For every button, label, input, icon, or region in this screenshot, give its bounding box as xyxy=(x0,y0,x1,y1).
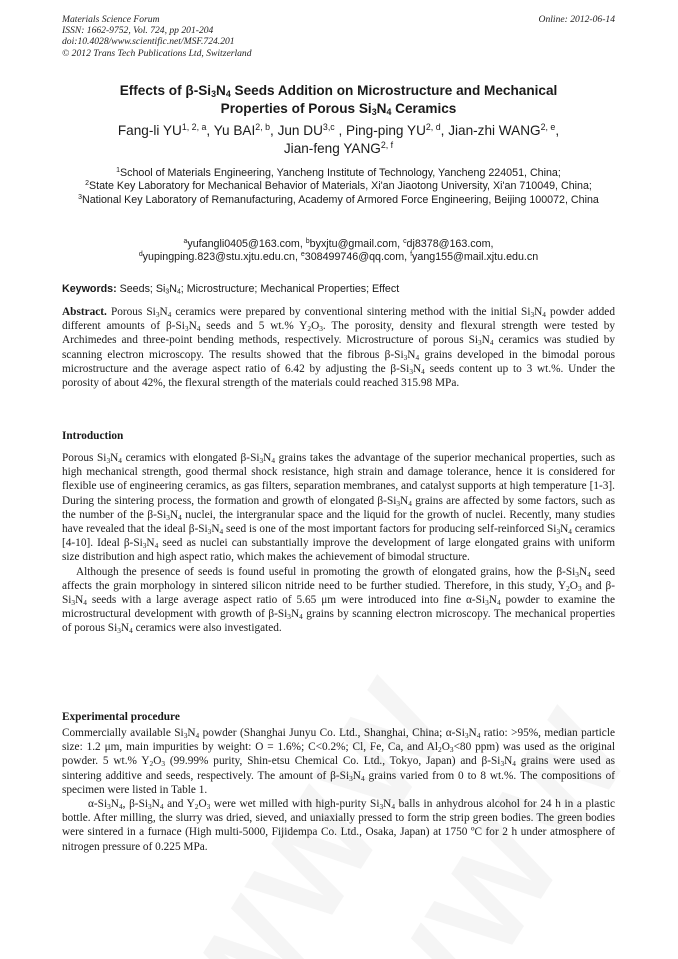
section-heading-introduction: Introduction xyxy=(62,430,124,442)
email[interactable]: $^f$yang155@mail.xjtu.edu.cn xyxy=(410,251,539,264)
author: Fang-li YU$^{1, 2, a}$, xyxy=(117,122,214,138)
email-list: $^a$yufangli0405@163.com, $^b$byxjtu@gmail.com, $^c$dj8378@163.com, $^d$yupingping.823@stu.xjtu.edu.cn, $^e$308499746@qq.com, $^f$yang155@mail.xjtu.edu.cn xyxy=(138,238,539,264)
email[interactable]: $^e$308499746@qq.com xyxy=(300,251,405,264)
author-list xyxy=(62,122,615,158)
copyright: © 2012 Trans Tech Publications Ltd, Switzerland xyxy=(62,47,252,59)
journal-header xyxy=(62,14,615,59)
author: Jian-zhi WANG$^{2, e}$, xyxy=(448,122,560,138)
abstract: Abstract. Porous $Si_3N_4$ ceramics were prepared by conventional sintering method with the initial $Si_3N_4$ powder added different amounts of $\beta-Si_3N_4$ seeds and 5 wt.% $Y_2O_3$. The porosity, density and flexural strength were tested by Archimedes and three-point bending methods, respectively. Microstructure of porous $Si_3N_4$ ceramics was studied by scanning electron microscopy. The results showed that the fibrous $\beta-Si_3N_4$ grains developed in the bimodal porous microstructure and the average aspect ratio of 6.42 by adjusting the $\beta-Si_3N_4$ seeds content up to 3 wt.%. Under the porosity of about 42%, the flexural strength of the materials could reached 315.98 MPa. xyxy=(62,306,616,390)
title-line-2: Properties of Porous $Si_3N_4$ Ceramics xyxy=(220,100,457,117)
section-heading-experimental: Experimental procedure xyxy=(62,711,180,723)
keywords-label: Keywords: xyxy=(62,283,117,295)
doi: doi:10.4028/www.scientific.net/MSF.724.201 xyxy=(62,36,235,48)
journal-name: Materials Science Forum xyxy=(62,14,160,25)
keywords: Keywords: Seeds; $Si_3N_4$; Microstructure; Mechanical Properties; Effect xyxy=(62,283,400,296)
email[interactable]: $^b$byxjtu@gmail.com xyxy=(305,238,398,250)
affiliation: $^2$State Key Laboratory for Mechanical Behavior of Materials, Xi'an Jiaotong University, Xi'an 710049, China; xyxy=(85,180,592,193)
email[interactable]: $^d$yupingping.823@stu.xjtu.edu.cn xyxy=(138,251,295,264)
affiliation: $^1$School of Materials Engineering, Yancheng Institute of Technology, Yancheng 224051, China; xyxy=(116,167,561,179)
author: Jun DU$^{3,c}$ , xyxy=(277,122,347,138)
author: Jian-feng YANG$^{2, f}$ xyxy=(283,140,394,156)
title-line-1: Effects of $\beta-Si_3N_4$ Seeds Addition on Microstructure and Mechanical xyxy=(119,83,558,100)
email[interactable]: $^c$dj8378@163.com xyxy=(403,238,491,250)
paper-title xyxy=(62,82,615,117)
affiliations xyxy=(62,167,615,207)
email[interactable]: $^a$yufangli0405@163.com xyxy=(183,238,300,250)
author: Yu BAI$^{2, b}$, xyxy=(213,122,278,138)
experimental-text: Commercially available $Si_3N_4$ powder (Shanghai Junyu Co. Ltd., Shanghai, China; $\alpha-Si_3N_4$ ratio: >95%, median particle size: 1.2 μm, main impurities by weight: O = 1.6%; C<0.2%; Cl, Fe, Ca, and $Al_2O_3<80$ ppm) was used as the original powder. 5 wt.% $Y_2O_3$ (99.99% purity, Shin-etsu Chemical Co. Ltd., Tokyo, Japan) and $\beta-Si_3N_4$ grains were used as sintering additive and seeds, respectively. The amount of $\beta-Si_3N_4$ grains varied from 0 to 8 wt.%. The compositions of specimen were listed in Table 1. $\alpha-Si_3N_4$, $\beta-Si_3N_4$ and $Y_2O_3$ were wet milled with high-purity $Si_3N_4$ balls in anhydrous alcohol for 24 h in a plastic bottle. After milling, the slurry was dried, sieved, and uniaxially pressed to form the strip green bodies. The green bodies were sintered in a furnace (High multi-5000, Fijidempa Co. Ltd., Osaka, Japan) at 1750 ºC for 2 h under atmosphere of nitrogen pressure of 0.225 MPa. xyxy=(62,727,615,853)
online-date: Online: 2012-06-14 xyxy=(538,14,615,25)
author: Ping-ping YU$^{2, d}$, xyxy=(346,122,449,138)
issn: ISSN: 1662-9752, Vol. 724, pp 201-204 xyxy=(62,25,214,37)
introduction-text: Porous $Si_3N_4$ ceramics with elongated $\beta-Si_3N_4$ grains takes the advantage of the superior mechanical properties, such as high mechanical strength, good thermal shock resistance, high strain and damage tolerance, hence it is considered for flexible use of engineering ceramics, as gas filters, separation membranes, and catalyst supports at high temperature [1-3]. During the sintering process, the formation and growth of elongated $\beta-Si_3N_4$ grains are affected by some factors, such as the number of the $\beta-Si_3N_4$ nuclei, the intergranular space and the liquid for the growth of nuclei. Recently, many studies have revealed that the ideal $\beta-Si_3N_4$ seed is one of the most important factors for producing self-reinforced $Si_3N_4$ ceramics [4-10]. Ideal $\beta-Si_3N_4$ seed as nuclei can substantially improve the development of large elongated grains with uniform size distribution and high aspect ratio, which makes the achievement of bimodal structure. Although the presence of seeds is found useful in promoting the growth of elongated grains, how the $\beta-Si_3N_4$ seed affects the grain morphology in sintered silicon nitride need to be further studied. Therefore, in this study, $Y_2O_3$ and $\beta-Si_3N_4$ seeds with a large average aspect ratio of 5.65 μm were introduced into fine $\alpha-Si_3N_4$ powder to examine the microstructural development with growth of $\beta-Si_3N_4$ grains by scanning electron microscopy. The mechanical properties of porous $Si_3N_4$ ceramics were also investigated. xyxy=(62,452,616,636)
abstract-label: Abstract. xyxy=(62,306,107,318)
affiliation: $^3$National Key Laboratory of Remanufacturing, Academy of Armored Force Engineering, Beijing 100072, China xyxy=(78,193,599,206)
